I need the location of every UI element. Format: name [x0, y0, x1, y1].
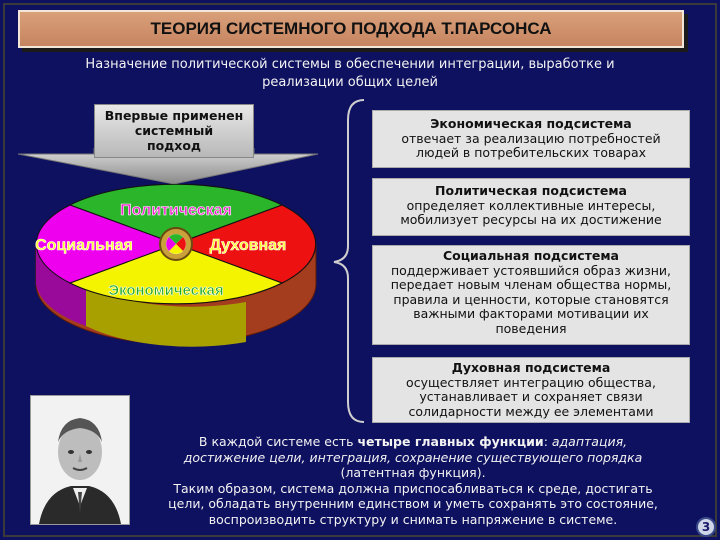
four-functions-bold: четыре главных функции — [357, 434, 544, 449]
subsystems-pie-chart — [26, 184, 330, 348]
pie-label-economic: Экономическая — [108, 282, 224, 299]
economic-line-2: людей в потребительских товарах — [415, 145, 647, 160]
intro-line-1: Назначение политической системы в обеспечении интеграции, выработке и — [85, 57, 615, 72]
pie-label-social: Социальная — [35, 237, 133, 254]
political-line-2: мобилизует ресурсы на их достижение — [400, 212, 662, 227]
first-applied-line-2: системный — [134, 123, 214, 138]
conclusion-paragraph-1 — [132, 434, 694, 481]
economic-subsystem-box — [372, 110, 690, 168]
spiritual-line-2: устанавливает и сохраняет связи — [419, 389, 643, 404]
spiritual-subsystem-box — [372, 357, 690, 423]
political-subsystem-title: Политическая подсистема — [434, 183, 627, 198]
social-subsystem-title: Социальная подсистема — [442, 248, 619, 263]
functions-intro: В каждой системе есть — [198, 434, 358, 449]
first-applied-line-3: подход — [146, 138, 202, 153]
social-line-3: правила и ценности, которые становятся — [393, 291, 669, 307]
slide-title: ТЕОРИЯ СИСТЕМНОГО ПОДХОДА Т.ПАРСОНСА — [150, 19, 552, 38]
political-subsystem-box — [372, 178, 690, 236]
social-line-5: поведения — [495, 320, 567, 336]
conclusion-paragraph-2 — [132, 481, 694, 528]
social-subsystem-box — [372, 245, 690, 345]
page-number-badge: 3 — [696, 517, 716, 537]
spiritual-line-3: солидарности между ее элементами — [408, 403, 654, 419]
first-applied-box — [94, 104, 254, 158]
economic-line-1: отвечает за реализацию потребностей — [401, 130, 661, 146]
curly-brace-shape — [330, 96, 370, 426]
title-bar — [18, 10, 684, 48]
spiritual-line-1: осуществляет интеграцию общества, — [406, 374, 656, 390]
social-line-4: важными факторами мотивации их — [413, 306, 649, 321]
spiritual-subsystem-title: Духовная подсистема — [451, 360, 611, 375]
social-line-2: передает новым членам общества нормы, — [390, 277, 672, 292]
first-applied-line-1: Впервые применен — [104, 108, 244, 123]
economic-subsystem-title: Экономическая подсистема — [430, 116, 632, 131]
conclusion-line-2: цели, обладать внутренним единством и уметь сохранять это состояние, — [168, 496, 658, 511]
function-adaptation: адаптация, — [551, 434, 628, 449]
social-line-1: поддерживает устоявшийся образ жизни, — [390, 262, 672, 278]
pie-label-political: Политическая — [120, 202, 232, 219]
conclusion-text — [132, 434, 694, 527]
functions-list-italic: достижение цели, интеграция, сохранение существующего порядка — [183, 449, 643, 465]
intro-line-2: реализации общих целей — [262, 75, 438, 90]
political-line-1: определяет коллективные интересы, — [406, 197, 656, 213]
intro-text — [40, 56, 660, 92]
conclusion-line-1: Таким образом, система должна приспосабливаться к среде, достигать — [173, 480, 653, 496]
parsons-portrait-image — [30, 395, 130, 525]
latent-function-note: (латентная функция). — [340, 465, 486, 480]
functions-colon: : — [543, 434, 552, 449]
conclusion-line-3: воспроизводить структуру и снимать напряжение в системе. — [208, 511, 618, 527]
pie-label-spiritual: Духовная — [209, 237, 287, 254]
